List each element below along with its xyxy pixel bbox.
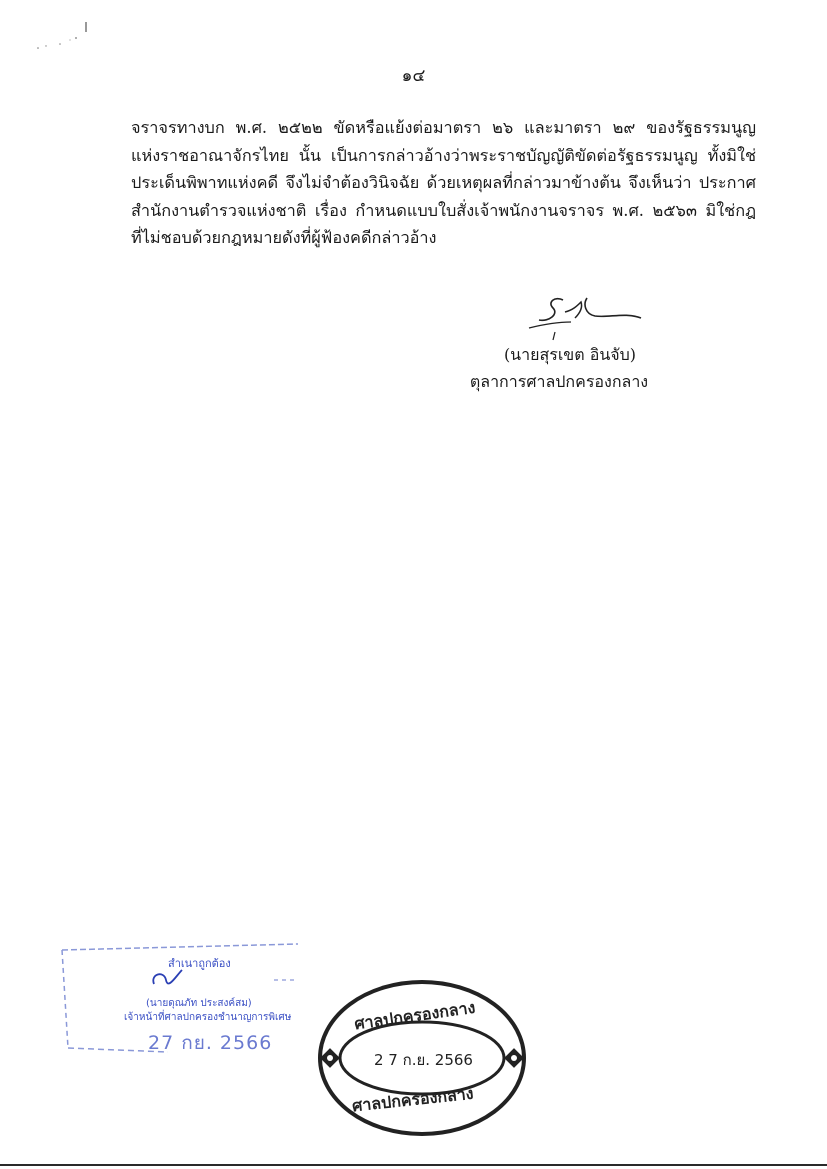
- stamp-date: 2 7 ก.ย. 2566: [374, 1051, 473, 1069]
- court-received-stamp: [316, 978, 528, 1138]
- signatory-title: ตุลาการศาลปกครองกลาง: [469, 372, 649, 391]
- handwritten-signature: [525, 292, 645, 342]
- body-line: จราจรทางบก พ.ศ. ๒๕๒๒ ขัดหรือแย้งต่อมาตรา ๒๖ และมาตรา ๒๙ ของรัฐธรรมนูญ: [131, 118, 756, 137]
- body-line: ที่ไม่ชอบด้วยกฎหมายดังที่ผู้ฟ้องคดีกล่าวอ้าง: [131, 228, 437, 247]
- body-line: สำนักงานตำรวจแห่งชาติ เรื่อง กำหนดแบบใบสั่งเจ้าพนักงานจราจร พ.ศ. ๒๕๖๓ มิใช่กฎ: [131, 200, 756, 220]
- certified-copy-stamp: [58, 940, 308, 1056]
- scan-specks: [30, 20, 100, 60]
- page-number: ๑๔: [401, 66, 426, 86]
- certified-date: 27 กย. 2566: [148, 1032, 273, 1054]
- body-line: ประเด็นพิพาทแห่งคดี จึงไม่จำต้องวินิจฉัย ด้วยเหตุผลที่กล่าวมาข้างต้น จึงเห็นว่า ประกาศ: [131, 173, 756, 192]
- certifying-officer-title: เจ้าหน้าที่ศาลปกครองชำนาญการพิเศษ: [124, 1012, 292, 1023]
- body-line: แห่งราชอาณาจักรไทย นั้น เป็นการกล่าวอ้างว่าพระราชบัญญัติขัดต่อรัฐธรรมนูญ ทั้งมิใช่: [131, 145, 756, 165]
- stamp-bottom-text: ศาลปกครองกลาง: [351, 1083, 475, 1116]
- body-paragraph: [131, 114, 756, 252]
- signatory-name: (นายสุรเขต อินจับ): [503, 345, 637, 364]
- page-bottom-edge: [0, 1164, 827, 1166]
- certified-heading: สำเนาถูกต้อง: [168, 957, 231, 970]
- stamp-top-text: ศาลปกครองกลาง: [353, 997, 477, 1034]
- certifying-officer-name: (นายดุณภัท ประสงค์สม): [146, 998, 252, 1009]
